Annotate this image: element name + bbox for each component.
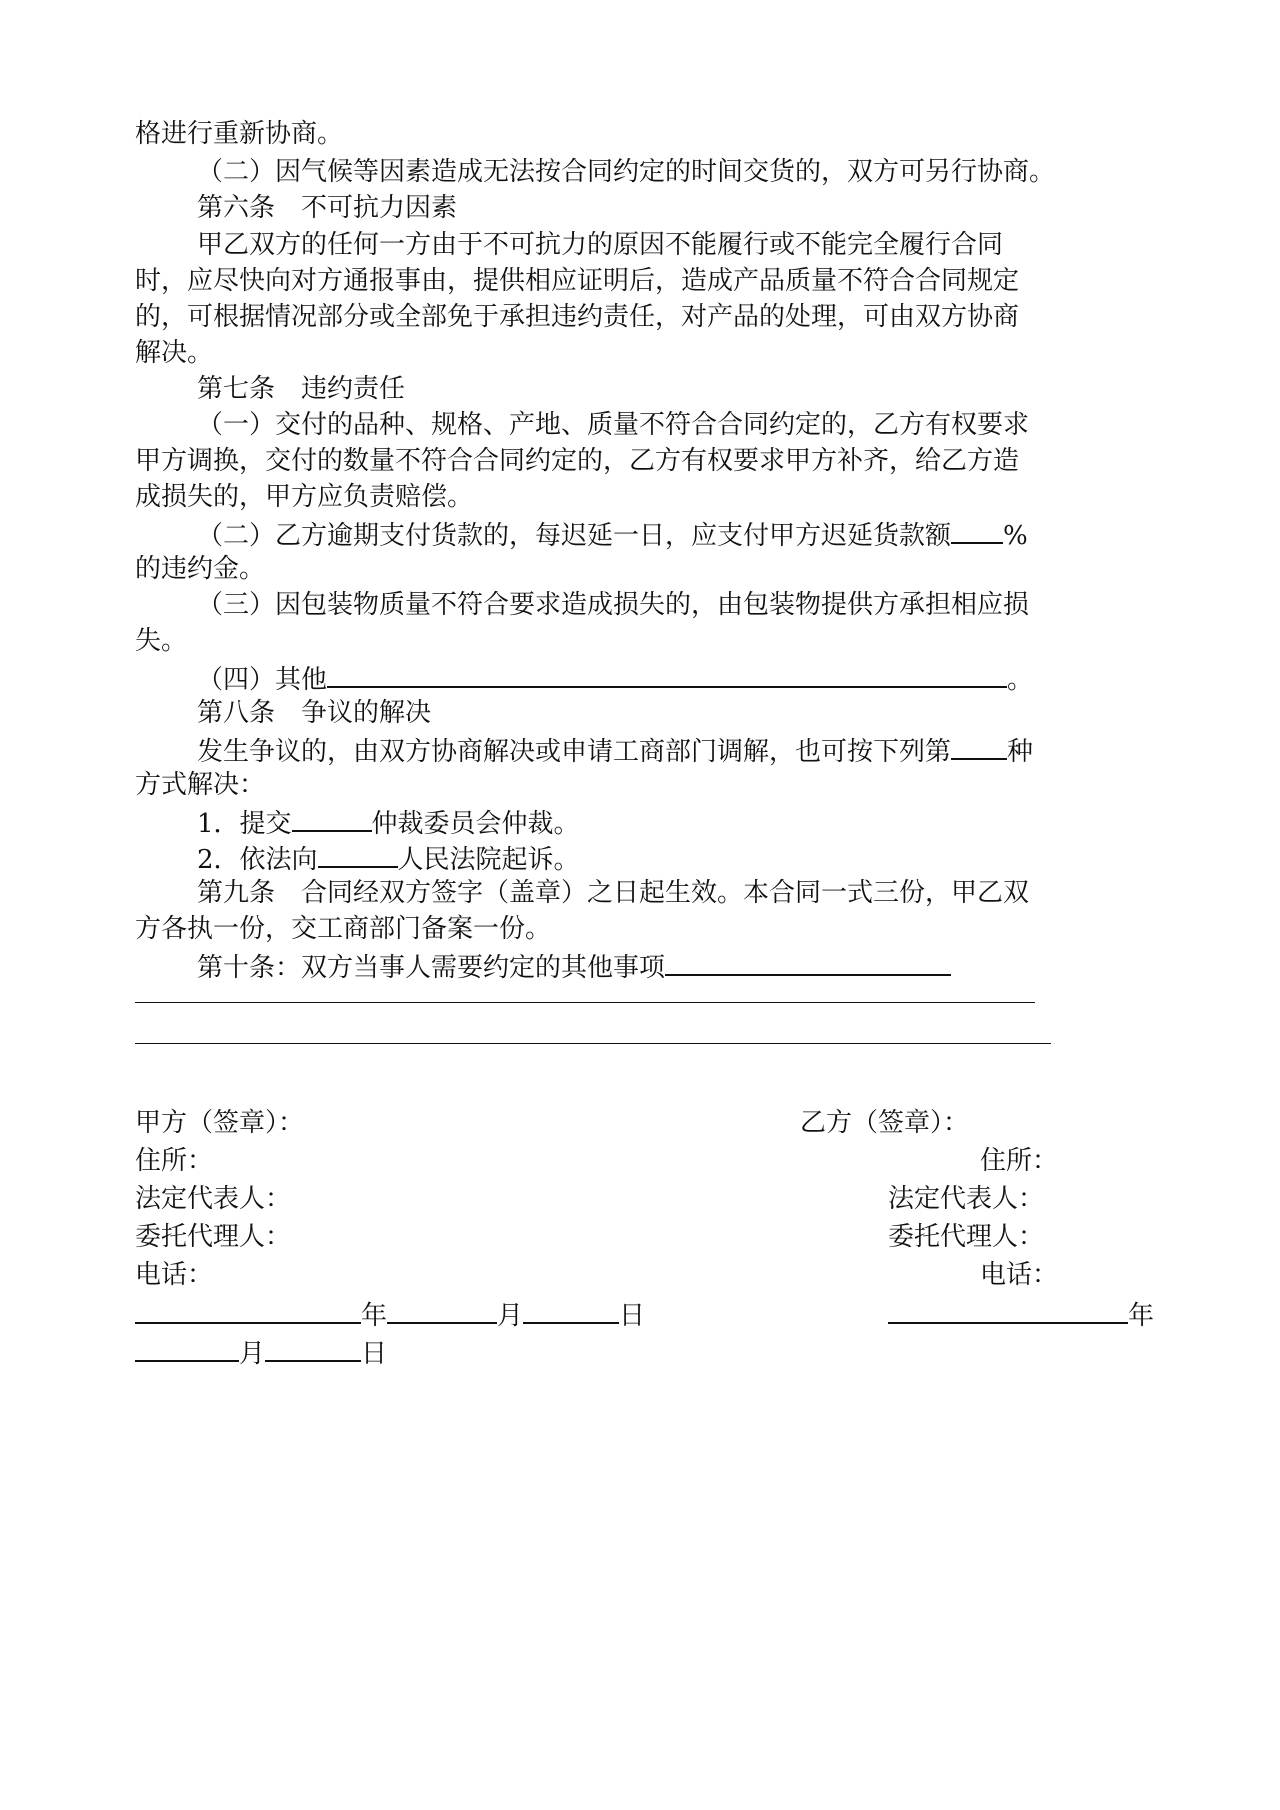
text-line: （三）因包装物质量不符合要求造成损失的，由包装物提供方承担相应损	[197, 590, 1030, 620]
day-label: 日	[619, 1301, 646, 1331]
party-a-seal-label: 甲方（签章）：	[135, 1108, 305, 1138]
party-b-date-line-cont	[135, 1336, 387, 1369]
blank-field[interactable]	[327, 662, 1007, 688]
text-segment: （四）其他	[197, 665, 328, 695]
text-line: 的违约金。	[135, 554, 266, 584]
text-line: （二）因气候等因素造成无法按合同约定的时间交货的，双方可另行协商。	[197, 157, 1056, 187]
text-line: 的，可根据情况部分或全部免于承担违约责任，对产品的处理，可由双方协商	[135, 302, 1020, 332]
article-10	[197, 950, 951, 983]
party-a-phone-label: 电话：	[135, 1260, 214, 1290]
text-line: 成损失的，甲方应负责赔偿。	[135, 482, 474, 512]
blank-line[interactable]	[135, 1002, 1035, 1003]
year-label: 年	[361, 1301, 388, 1331]
party-b-address-label: 住所：	[980, 1146, 1059, 1176]
party-b-legal-rep-label: 法定代表人：	[888, 1184, 1045, 1214]
day-blank[interactable]	[523, 1298, 619, 1324]
text-line: 甲乙双方的任何一方由于不可抗力的原因不能履行或不能完全履行合同	[197, 230, 1004, 260]
blank-field[interactable]	[318, 842, 398, 868]
party-a-agent-label: 委托代理人：	[135, 1222, 292, 1252]
blank-field[interactable]	[292, 806, 372, 832]
text-line: 甲方调换，交付的数量不符合合同约定的，乙方有权要求甲方补齐，给乙方造	[135, 446, 1020, 476]
party-b-phone-label: 电话：	[980, 1260, 1059, 1290]
text-segment: 2．依法向	[197, 845, 318, 875]
text-line: 方式解决：	[135, 770, 266, 800]
article-8-title: 第八条 争议的解决	[197, 698, 432, 728]
text-segment: 第十条：双方当事人需要约定的其他事项	[197, 953, 666, 983]
blank-field[interactable]	[951, 518, 1003, 544]
text-line: 方各执一份，交工商部门备案一份。	[135, 914, 552, 944]
year-blank[interactable]	[135, 1298, 361, 1324]
text-segment: 人民法院起诉。	[397, 845, 580, 875]
text-line: （一）交付的品种、规格、产地、质量不符合合同约定的，乙方有权要求	[197, 410, 1030, 440]
year-label: 年	[1128, 1301, 1155, 1331]
party-b-seal-label: 乙方（签章）：	[800, 1108, 970, 1138]
text-segment: 。	[1007, 665, 1034, 695]
option-line	[197, 842, 580, 875]
text-line	[197, 662, 1033, 695]
blank-field[interactable]	[665, 950, 951, 976]
text-line: 解决。	[135, 338, 214, 368]
text-segment: 1．提交	[197, 809, 292, 839]
text-line	[197, 734, 1033, 767]
party-a-legal-rep-label: 法定代表人：	[135, 1184, 292, 1214]
text-line	[197, 518, 1028, 551]
text-segment: （二）乙方逾期支付货款的，每迟延一日，应支付甲方迟延货款额	[197, 521, 952, 551]
party-a-date-line	[135, 1298, 645, 1331]
text-segment: %	[1003, 521, 1028, 551]
text-line: 格进行重新协商。	[135, 119, 344, 149]
text-segment: 仲裁委员会仲裁。	[371, 809, 580, 839]
month-label: 月	[497, 1301, 524, 1331]
article-6-title: 第六条 不可抗力因素	[197, 193, 458, 223]
year-blank[interactable]	[888, 1298, 1128, 1324]
day-label: 日	[361, 1339, 388, 1369]
blank-line[interactable]	[135, 1043, 1051, 1044]
party-b-date-line	[888, 1298, 1154, 1331]
text-segment: 发生争议的，由双方协商解决或申请工商部门调解，也可按下列第	[197, 737, 952, 767]
article-7-title: 第七条 违约责任	[197, 374, 406, 404]
text-segment: 种	[1007, 737, 1034, 767]
month-blank[interactable]	[135, 1336, 239, 1362]
month-label: 月	[239, 1339, 266, 1369]
month-blank[interactable]	[387, 1298, 497, 1324]
day-blank[interactable]	[265, 1336, 361, 1362]
option-line	[197, 806, 580, 839]
text-line: 失。	[135, 626, 188, 656]
text-line: 时，应尽快向对方通报事由，提供相应证明后，造成产品质量不符合合同规定	[135, 266, 1020, 296]
blank-field[interactable]	[951, 734, 1007, 760]
party-a-address-label: 住所：	[135, 1146, 214, 1176]
party-b-agent-label: 委托代理人：	[888, 1222, 1045, 1252]
article-9: 第九条 合同经双方签字（盖章）之日起生效。本合同一式三份，甲乙双	[197, 878, 1030, 908]
